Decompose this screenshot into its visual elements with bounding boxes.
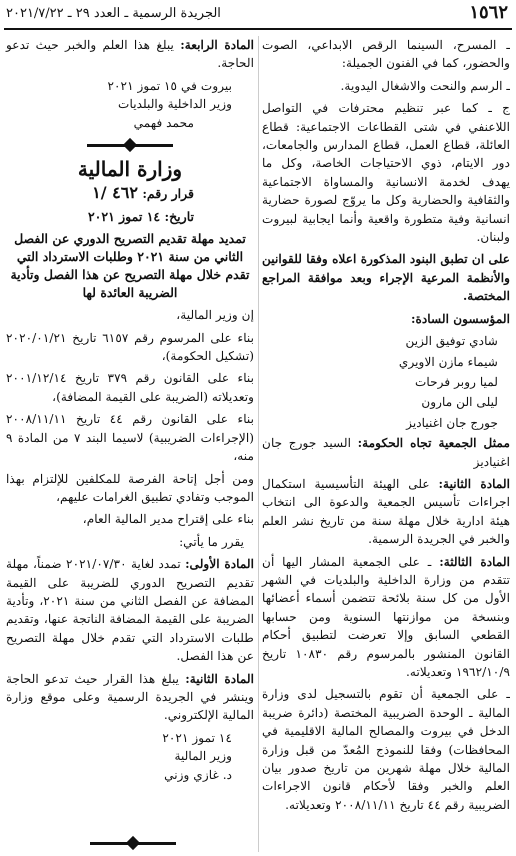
founder-name: ليلى الن مارون: [421, 395, 498, 410]
article-text: يبلغ هذا العلم والخبر حيث تدعو الحاجة.: [6, 38, 254, 71]
decides: يقرر ما يأتي:: [179, 534, 244, 549]
article-text: على الهيئة التأسيسية استكمال اجراءات تأسيس الجمعية والدعوة الى انتخاب هيئة ادارية خلال مهلة سنة من تاريخ نشر العلم والخبر في الجريدة الرسمية.: [262, 476, 510, 547]
paragraph: بناء على القانون رقم ٤٤ تاريخ ٢٠٠٨/١١/١١ (الإجراءات الضريبية) لاسيما البند ٧ من المادة ٩ منه،: [6, 412, 255, 464]
article-text: ـ على الجمعية المشار اليها أن تتقدم من وزارة الداخلية والبلديات في الشهر الأول من كل سنة بلائحة تتضمن أسماء أعضائها وبنسخة من موازنتها السنوية ومن حسابها القطعي السابق وإلا تعرضت لتطبيق أحكام القانون المنشور بالمرسوم رقم ١٠٨٣٠ تاريخ ١٩٦٢/١٠/٩ وتعديلاته.: [262, 554, 510, 679]
article-text: تمدد لغاية ٢٠٢١/٠٧/٣٠ ضمناً، مهلة تقديم التصريح الدوري للضريبة على القيمة المضافة عن الفصل الثاني من سنة ٢٠٢١، وتأدية الضريبة على القيمة المضافة الناتجة عنها، وتقديم طلبات الاسترداد التي تقدم خلال مهلة التصريح عن هذا الفصل.: [6, 557, 254, 664]
sign-date: ١٤ تموز ٢٠٢١: [162, 730, 232, 745]
article-4: [6, 36, 254, 73]
article-2-left: [6, 670, 254, 725]
place-date: بيروت في ١٥ تموز ٢٠٢١: [107, 78, 232, 93]
decision-date: [6, 208, 254, 226]
founder-name: جورج جان اغنياديز: [406, 415, 498, 430]
minister-title: وزير الداخلية والبلديات: [118, 97, 232, 112]
sign-name: د. غازي وزني: [164, 767, 232, 782]
minister-name: محمد فهمي: [133, 115, 194, 130]
founder-name: شيماء مازن الاويري: [398, 354, 498, 369]
article-1: [6, 555, 254, 665]
founder-name: شادي توفيق الزين: [405, 334, 498, 349]
paragraph: ومن أجل إتاحة الفرصة للمكلفين للإلتزام بهذا الموجب وتفادي تطبيق الغرامات عليهم،: [6, 471, 254, 504]
column-divider: [258, 36, 259, 852]
representative-label: ممثل الجمعية تجاه الحكومة:: [357, 436, 510, 451]
article-label: المادة الثالثة:: [439, 554, 510, 569]
decision-value: ٤٦٢ /١: [92, 183, 138, 203]
article-label: المادة الرابعة:: [180, 38, 255, 52]
paragraph: بناء على القانون رقم ٣٧٩ تاريخ ٢٠٠١/١٢/١٤ وتعديلاته (الضريبة على القيمة المضافة)،: [6, 371, 254, 404]
left-column: [6, 36, 254, 784]
paragraph: ـ على الجمعية أن تقوم بالتسجيل لدى وزارة المالية ـ الوحدة الضريبية المختصة (دائرة ضريبة الدخل في بيروت والمصالح المالية الاقليمية في المحافظات) وفقا للنموذج المُعدّ من قبل وزارة المالية خلال مهلة شهرين من تاريخ صدور بيان العلم والخبر وفقا لأحكام قانون الاجراءات الضريبية رقم ٤٤ تاريخ ٢٠٠٨/١١/١١ وتعديلاته.: [262, 687, 510, 812]
decision-number: [6, 184, 254, 203]
right-column: [262, 36, 510, 818]
founders-label: المؤسسون السادة:: [410, 311, 510, 326]
page-header: [0, 0, 516, 30]
article-3: [262, 553, 510, 682]
header-rule: [4, 28, 512, 30]
date-value: ١٤ تموز ٢٠٢١: [87, 208, 161, 224]
article-label: المادة الثانية:: [438, 476, 511, 491]
article-2: [262, 475, 510, 549]
representative-name: السيد جورج جان اغنياديز: [262, 436, 510, 469]
paragraph: بناء على المرسوم رقم ٦١٥٧ تاريخ ٢٠٢٠/٠١/٢١ (تشكيل الحكومة)،: [6, 330, 254, 364]
paragraph: إن وزير المالية،: [176, 308, 254, 323]
ministry-title: وزارة المالية: [77, 157, 183, 182]
sign-title: وزير المالية: [174, 749, 232, 764]
paragraph: ج ـ كما عبر تنظيم محترفات في التواصل اللاعنفي في شتى القطاعات الاجتماعية: قطاع العائلة، قطاع العمل، قطاع المدارس والجامعات، دور الايتام، ذوي الاحتياجات الخاصة، وكل ما يهدف لخدمة الانسانية والمساواة الاجتماعية والثقافية والحضارية وكل ما يروّج لصورة حضارية انسانية وفية متطورة واقعية وأنما ايجابية لبيروت ولبنان.: [262, 101, 510, 245]
decision-label: قرار رقم:: [142, 186, 194, 202]
gazette-title: الجريدة الرسمية ـ العدد ٢٩ ـ ٢٠٢١/٧/٢٢: [6, 6, 221, 21]
article-label: المادة الثانية:: [185, 671, 255, 686]
page-number: ١٥٦٢: [469, 2, 508, 23]
divider-ornament: [6, 140, 254, 150]
representative: [262, 434, 510, 471]
paragraph: ـ المسرح، السينما الرقص الابداعي، الصوت والحضور، كما في الفنون الجميلة:: [262, 38, 510, 71]
decision-subject: تمديد مهلة تقديم التصريح الدوري عن الفصل الثاني من سنة ٢٠٢١ وطلبات الاسترداد التي تقدم خلال مهلة التصريح عن هذا الفصل وتأدية الضريبة العائدة لها: [10, 231, 250, 301]
paragraph: بناء على إقتراح مدير المالية العام،: [82, 512, 254, 527]
bottom-ornament: [90, 838, 176, 848]
article-text: يبلغ هذا القرار حيث تدعو الحاجة وينشر في الجريدة الرسمية وعلى موقع وزارة المالية الإلكتروني.: [6, 671, 254, 723]
article-label: المادة الأولى:: [185, 557, 254, 572]
founder-name: لميا روبر فرحات: [414, 374, 498, 389]
date-label: تاريخ:: [164, 208, 194, 224]
paragraph: على ان تطبق البنود المذكورة اعلاه وفقا للقوانين والأنظمة المرعية الإجراء وبعد موافقة المراجع المختصة.: [262, 252, 510, 304]
paragraph: ـ الرسم والنحت والاشغال اليدوية.: [340, 78, 510, 93]
